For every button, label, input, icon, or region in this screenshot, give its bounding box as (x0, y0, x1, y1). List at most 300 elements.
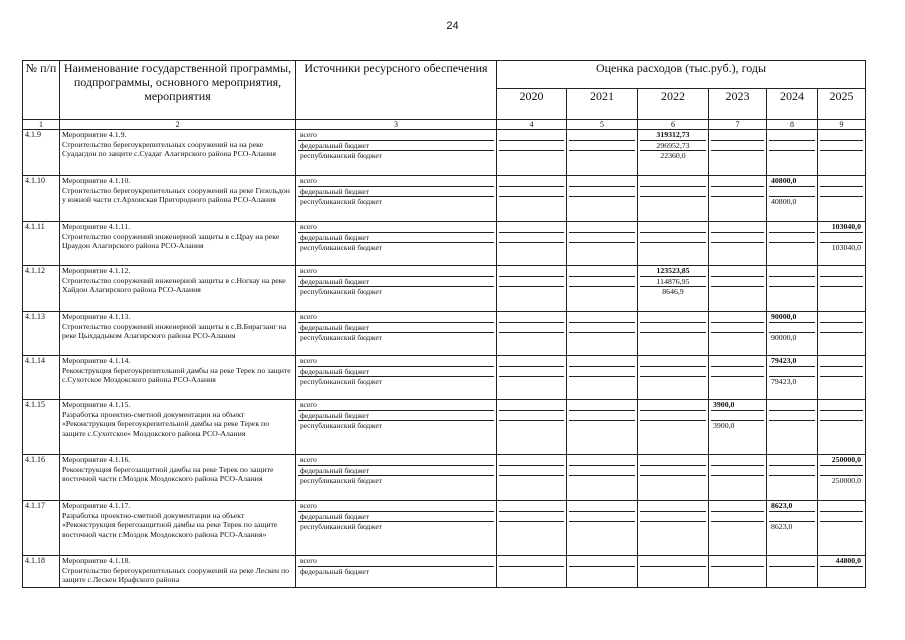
value (711, 277, 764, 288)
value (569, 400, 635, 411)
row-description: Мероприятие 4.1.16. Реконструкция берегозащитной дамбы на реке Терек по защите восточной части г.Моздок Моздокского района РСО-Алания (60, 455, 296, 501)
value-cell-2024 (767, 222, 818, 266)
year-header: 2024 (767, 89, 818, 120)
value: 90000,0 (771, 333, 797, 342)
value (499, 277, 564, 288)
value (640, 476, 706, 486)
value-cell-2020 (497, 130, 567, 176)
value (499, 476, 564, 486)
value-cell-2023 (709, 266, 767, 312)
value (569, 130, 635, 141)
value (569, 411, 635, 422)
value-cell-2020 (497, 501, 567, 556)
expenditure-table (22, 60, 866, 588)
value-cell-2025 (818, 455, 866, 501)
value-cell-2021 (567, 222, 638, 266)
value (640, 466, 706, 477)
value: 8623,0 (771, 522, 793, 531)
value (820, 176, 863, 187)
value (640, 333, 706, 343)
value (820, 151, 863, 161)
value (499, 333, 564, 343)
value-cell-2025 (818, 556, 866, 588)
value (499, 556, 564, 567)
value: 250000,0 (820, 455, 863, 466)
value-cell-2021 (567, 455, 638, 501)
table-row (23, 556, 866, 588)
value (711, 130, 764, 141)
value (711, 356, 764, 367)
source-label: федеральный бюджет (298, 367, 494, 378)
value (769, 233, 815, 244)
header-estimate: Оценка расходов (тыс.руб.), годы (497, 61, 866, 89)
value (499, 356, 564, 367)
value (569, 151, 635, 161)
value (711, 151, 764, 161)
source-label: всего (298, 556, 494, 567)
value-cell-2020 (497, 455, 567, 501)
column-number: 5 (567, 120, 638, 130)
value (820, 501, 863, 512)
value (499, 567, 564, 577)
source-label: всего (298, 130, 494, 141)
value (640, 421, 706, 431)
value (820, 421, 863, 431)
header-num: № п/п (23, 61, 60, 120)
value-cell-2023 (709, 130, 767, 176)
source-label: республиканский бюджет (300, 421, 382, 430)
value (499, 377, 564, 387)
row-sources (296, 356, 497, 400)
value-cell-2023 (709, 501, 767, 556)
value-cell-2022 (638, 222, 709, 266)
year-header: 2021 (567, 89, 638, 120)
source-label: республиканский бюджет (300, 476, 382, 485)
column-number: 6 (638, 120, 709, 130)
value-cell-2023 (709, 455, 767, 501)
value-cell-2024 (767, 356, 818, 400)
value-cell-2021 (567, 400, 638, 455)
value (820, 377, 863, 387)
value (499, 312, 564, 323)
value: 22360,0 (660, 151, 686, 160)
value: 319312,73 (640, 130, 706, 141)
value (769, 287, 815, 297)
value-cell-2020 (497, 222, 567, 266)
value-cell-2021 (567, 501, 638, 556)
row-sources (296, 501, 497, 556)
value (769, 277, 815, 288)
row-number: 4.1.17 (23, 501, 60, 556)
value (769, 151, 815, 161)
value (640, 455, 706, 466)
row-description: Мероприятие 4.1.18. Строительство берегоукрепительных сооружений на реке Лескен по защите с.Лескен Ирафского района (60, 556, 296, 588)
row-number: 4.1.18 (23, 556, 60, 588)
value (820, 233, 863, 244)
value: 90000,0 (769, 312, 815, 323)
value (499, 421, 564, 431)
value (499, 151, 564, 161)
value-cell-2020 (497, 312, 567, 356)
value (499, 141, 564, 152)
column-number: 2 (60, 120, 296, 130)
value (711, 455, 764, 466)
row-number: 4.1.9 (23, 130, 60, 176)
value (569, 266, 635, 277)
value (820, 512, 863, 523)
value (640, 400, 706, 411)
value-cell-2024 (767, 266, 818, 312)
value (640, 501, 706, 512)
value (499, 466, 564, 477)
value (820, 400, 863, 411)
value (711, 243, 764, 253)
value-cell-2024 (767, 312, 818, 356)
value (640, 243, 706, 253)
table-row (23, 266, 866, 312)
source-label: федеральный бюджет (298, 512, 494, 523)
value (569, 197, 635, 207)
row-sources (296, 176, 497, 222)
value (640, 222, 706, 233)
value (569, 466, 635, 477)
row-description: Мероприятие 4.1.17. Разработка проектно-сметной документации на объект «Реконструкция берегозащитной дамбы на реке Терек по защите восточной части г.Моздок Моздокского района РСО-Алания» (60, 501, 296, 556)
value (820, 323, 863, 334)
table-body (23, 130, 866, 588)
value (820, 367, 863, 378)
value (769, 323, 815, 334)
column-number: 3 (296, 120, 497, 130)
value: 114876,95 (640, 277, 706, 288)
value (769, 421, 815, 431)
row-description: Мероприятие 4.1.10. Строительство берегоукрепительных сооружений на реке Гизельдон у южной части ст.Архонская Пригородного района РСО-Алания (60, 176, 296, 222)
table-row (23, 130, 866, 176)
value: 79423,0 (769, 356, 815, 367)
value (640, 377, 706, 387)
value (569, 421, 635, 431)
value-cell-2023 (709, 556, 767, 588)
value (569, 312, 635, 323)
value: 3900,0 (711, 400, 764, 411)
row-sources (296, 222, 497, 266)
value (640, 312, 706, 323)
value-cell-2022 (638, 455, 709, 501)
value (769, 266, 815, 277)
value (711, 466, 764, 477)
value: 40800,0 (769, 176, 815, 187)
value (711, 522, 764, 532)
column-number-row (23, 120, 866, 130)
source-label: всего (298, 266, 494, 277)
column-number: 8 (767, 120, 818, 130)
value (569, 333, 635, 343)
value (569, 556, 635, 567)
source-label: федеральный бюджет (298, 277, 494, 288)
value (640, 556, 706, 567)
value (499, 243, 564, 253)
value (569, 222, 635, 233)
value (820, 411, 863, 422)
value: 8623,0 (769, 501, 815, 512)
value-cell-2024 (767, 556, 818, 588)
value: 40800,0 (771, 197, 797, 206)
value (769, 556, 815, 567)
value-cell-2024 (767, 176, 818, 222)
row-description: Мероприятие 4.1.9. Строительство берегоукрепительных сооружений на на реке Суадагдон по защите с.Суадаг Алагирского района РСО-Алания (60, 130, 296, 176)
value (769, 141, 815, 152)
value (499, 501, 564, 512)
value (769, 222, 815, 233)
value-cell-2025 (818, 356, 866, 400)
year-header: 2022 (638, 89, 709, 120)
value (569, 287, 635, 297)
value (569, 476, 635, 486)
source-label: республиканский бюджет (300, 377, 382, 386)
value (569, 233, 635, 244)
value (499, 176, 564, 187)
value (499, 512, 564, 523)
value (499, 233, 564, 244)
table-row (23, 400, 866, 455)
value (499, 287, 564, 297)
source-label: республиканский бюджет (300, 333, 382, 342)
table-row (23, 501, 866, 556)
value: 3900,0 (713, 421, 735, 430)
row-number: 4.1.15 (23, 400, 60, 455)
row-number: 4.1.12 (23, 266, 60, 312)
row-number: 4.1.16 (23, 455, 60, 501)
value (569, 522, 635, 532)
value (769, 411, 815, 422)
value-cell-2021 (567, 130, 638, 176)
value (711, 266, 764, 277)
value-cell-2020 (497, 266, 567, 312)
value-cell-2025 (818, 501, 866, 556)
source-label: республиканский бюджет (300, 197, 382, 206)
value (499, 197, 564, 207)
value (499, 130, 564, 141)
value (711, 187, 764, 198)
value: 103040,0 (831, 243, 862, 252)
table-row (23, 356, 866, 400)
value (499, 411, 564, 422)
value (499, 455, 564, 466)
value-cell-2022 (638, 130, 709, 176)
value (640, 197, 706, 207)
value (820, 522, 863, 532)
source-label: республиканский бюджет (300, 151, 382, 160)
source-label: федеральный бюджет (298, 233, 494, 244)
value: 123523,85 (640, 266, 706, 277)
value (499, 323, 564, 334)
value (640, 323, 706, 334)
value (711, 411, 764, 422)
value (569, 277, 635, 288)
value (569, 512, 635, 523)
value (569, 455, 635, 466)
column-number: 1 (23, 120, 60, 130)
value-cell-2022 (638, 312, 709, 356)
value (640, 512, 706, 523)
value (569, 567, 635, 577)
value (769, 130, 815, 141)
value (769, 512, 815, 523)
value: 250000,0 (831, 476, 862, 485)
value (499, 187, 564, 198)
header-name: Наименование государственной программы, подпрограммы, основного мероприятия, мероприятия (60, 61, 296, 120)
row-sources (296, 455, 497, 501)
value-cell-2022 (638, 400, 709, 455)
source-label: федеральный бюджет (298, 187, 494, 198)
value (499, 522, 564, 532)
value (499, 400, 564, 411)
row-number: 4.1.14 (23, 356, 60, 400)
row-description: Мероприятие 4.1.13. Строительство сооружений инженерной защиты в с.В.Бирагзанг на реке Цыхдадыком Алагирского района РСО-Алания (60, 312, 296, 356)
value-cell-2020 (497, 176, 567, 222)
value-cell-2021 (567, 312, 638, 356)
value (711, 567, 764, 577)
value-cell-2024 (767, 130, 818, 176)
value-cell-2022 (638, 356, 709, 400)
value-cell-2020 (497, 556, 567, 588)
value (711, 197, 764, 207)
value: 296952,73 (640, 141, 706, 152)
source-label: федеральный бюджет (300, 566, 370, 576)
value (711, 512, 764, 523)
value-cell-2022 (638, 176, 709, 222)
value (569, 356, 635, 367)
value (711, 333, 764, 343)
value (711, 476, 764, 486)
source-label: всего (298, 222, 494, 233)
source-label: федеральный бюджет (298, 466, 494, 477)
value-cell-2025 (818, 400, 866, 455)
row-sources (296, 556, 497, 588)
value (569, 141, 635, 152)
value (820, 466, 863, 477)
value (711, 367, 764, 378)
row-description: Мероприятие 4.1.11. Строительство сооружений инженерной защиты в с.Цpay на реке Цраудон Алагирского района РСО-Алания (60, 222, 296, 266)
source-label: федеральный бюджет (298, 141, 494, 152)
value (711, 556, 764, 567)
row-number: 4.1.13 (23, 312, 60, 356)
value (711, 176, 764, 187)
row-description: Мероприятие 4.1.12. Строительство сооружений инженерной защиты в с.Ногкау на реке Хайдон Алагирского района РСО-Алания (60, 266, 296, 312)
value-cell-2022 (638, 266, 709, 312)
year-header: 2023 (709, 89, 767, 120)
value (711, 222, 764, 233)
value (711, 501, 764, 512)
value-cell-2024 (767, 400, 818, 455)
source-label: всего (298, 501, 494, 512)
value: 44800,0 (820, 556, 863, 567)
value (711, 377, 764, 387)
value-cell-2025 (818, 130, 866, 176)
value (769, 466, 815, 477)
value-cell-2025 (818, 176, 866, 222)
source-label: республиканский бюджет (300, 287, 382, 296)
source-label: республиканский бюджет (300, 243, 382, 252)
row-sources (296, 266, 497, 312)
value (640, 567, 706, 577)
value (569, 377, 635, 387)
value (769, 367, 815, 378)
value-cell-2021 (567, 556, 638, 588)
value (640, 411, 706, 422)
value: 103040,0 (820, 222, 863, 233)
value (499, 266, 564, 277)
source-label: федеральный бюджет (298, 411, 494, 422)
value (820, 130, 863, 141)
value (769, 187, 815, 198)
value-cell-2023 (709, 176, 767, 222)
row-sources (296, 400, 497, 455)
value (711, 233, 764, 244)
year-header: 2020 (497, 89, 567, 120)
value (769, 476, 815, 486)
source-label: всего (298, 312, 494, 323)
source-label: федеральный бюджет (298, 323, 494, 334)
value (820, 333, 863, 343)
value-cell-2023 (709, 222, 767, 266)
value-cell-2023 (709, 356, 767, 400)
source-label: всего (298, 356, 494, 367)
value (820, 287, 863, 297)
table-row (23, 455, 866, 501)
value-cell-2023 (709, 312, 767, 356)
column-number: 7 (709, 120, 767, 130)
value (820, 312, 863, 323)
page-number: 24 (446, 20, 459, 32)
value (820, 356, 863, 367)
value (499, 222, 564, 233)
value (569, 323, 635, 334)
value: 8646,9 (662, 287, 684, 296)
value-cell-2021 (567, 266, 638, 312)
value (569, 187, 635, 198)
column-number: 4 (497, 120, 567, 130)
value (711, 312, 764, 323)
value (711, 323, 764, 334)
value-cell-2022 (638, 556, 709, 588)
source-label: республиканский бюджет (300, 522, 382, 531)
value (769, 567, 815, 577)
table-row (23, 222, 866, 266)
value-cell-2022 (638, 501, 709, 556)
value-cell-2020 (497, 400, 567, 455)
value-cell-2024 (767, 501, 818, 556)
value (569, 243, 635, 253)
value-cell-2021 (567, 176, 638, 222)
value (820, 266, 863, 277)
value (640, 367, 706, 378)
value (820, 567, 863, 577)
value-cell-2023 (709, 400, 767, 455)
table-row (23, 176, 866, 222)
value (711, 141, 764, 152)
value (640, 233, 706, 244)
value (569, 367, 635, 378)
row-description: Мероприятие 4.1.14. Реконструкция берегоукрепительной дамбы на реке Терек по защите с.Сухотское Моздокского района РСО-Алания (60, 356, 296, 400)
table-row (23, 312, 866, 356)
value-cell-2021 (567, 356, 638, 400)
value (820, 197, 863, 207)
row-sources (296, 130, 497, 176)
value-cell-2025 (818, 266, 866, 312)
value (640, 187, 706, 198)
source-label: всего (298, 176, 494, 187)
value (640, 356, 706, 367)
